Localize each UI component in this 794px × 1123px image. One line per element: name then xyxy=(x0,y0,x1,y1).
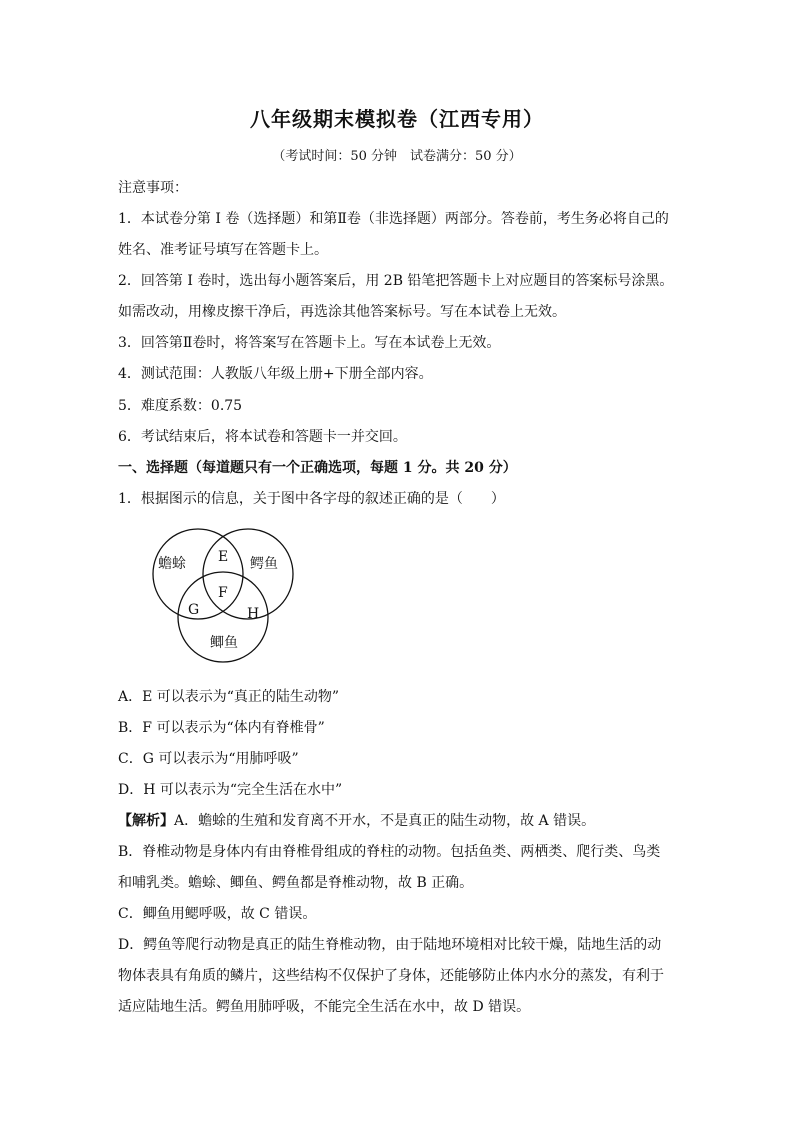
analysis-line: 适应陆地生活。鳄鱼用肺呼吸，不能完全生活在水中，故 D 错误。 xyxy=(118,999,531,1015)
page-title: 八年级期末模拟卷（江西专用） xyxy=(250,107,544,131)
option-c: C．G 可以表示为“用肺呼吸” xyxy=(118,751,299,767)
option-b: B．F 可以表示为“体内有脊椎骨” xyxy=(118,720,325,736)
venn-letter-h: H xyxy=(247,606,260,622)
venn-letter-f: F xyxy=(218,585,228,601)
section-heading: 一、选择题（每道题只有一个正确选项，每题 1 分。共 20 分） xyxy=(118,460,517,476)
analysis-line: D．鳄鱼等爬行动物是真正的陆生脊椎动物，由于陆地环境相对比较干燥，陆地生活的动 xyxy=(118,937,662,953)
venn-label-carp: 鲫鱼 xyxy=(210,635,238,651)
notes-line: 如需改动，用橡皮擦干净后，再选涂其他答案标号。写在本试卷上无效。 xyxy=(118,304,566,320)
question-stem: 1．根据图示的信息，关于图中各字母的叙述正确的是（ ） xyxy=(118,491,505,507)
notes-line: 4．测试范围：人教版八年级上册+下册全部内容。 xyxy=(118,366,433,382)
notes-line: 5．难度系数：0.75 xyxy=(118,398,243,414)
venn-diagram xyxy=(148,525,300,665)
option-a: A．E 可以表示为“真正的陆生动物” xyxy=(118,689,340,705)
analysis-line: B．脊椎动物是身体内有由脊椎骨组成的脊柱的动物。包括鱼类、两栖类、爬行类、鸟类 xyxy=(118,844,661,860)
venn-letter-g: G xyxy=(188,602,200,618)
notes-line: 1．本试卷分第 I 卷（选择题）和第Ⅱ卷（非选择题）两部分。答卷前，考生务必将自己的 xyxy=(118,211,669,227)
analysis-line: 物体表具有角质的鳞片，这些结构不仅保护了身体，还能够防止体内水分的蒸发，有利于 xyxy=(118,968,664,984)
option-d: D．H 可以表示为“完全生活在水中” xyxy=(118,782,343,798)
notes-heading: 注意事项： xyxy=(118,180,188,196)
analysis-tag: 【解析】 xyxy=(118,813,174,829)
notes-line: 2．回答第 I 卷时，选出每小题答案后，用 2B 铅笔把答题卡上对应题目的答案标号涂黑。 xyxy=(118,273,674,289)
venn-label-crocodile: 鳄鱼 xyxy=(250,556,278,572)
venn-label-toad: 蟾蜍 xyxy=(158,556,186,572)
venn-letter-e: E xyxy=(218,549,229,565)
analysis-line: C．鲫鱼用鳃呼吸，故 C 错误。 xyxy=(118,906,317,922)
notes-line: 姓名、准考证号填写在答题卡上。 xyxy=(118,242,328,258)
analysis-first-line xyxy=(118,810,595,830)
analysis-line: A．蟾蜍的生殖和发育离不开水，不是真正的陆生动物，故 A 错误。 xyxy=(174,813,596,829)
notes-line: 3．回答第Ⅱ卷时，将答案写在答题卡上。写在本试卷上无效。 xyxy=(118,335,501,351)
exam-info: （考试时间：50 分钟 试卷满分：50 分） xyxy=(272,149,522,164)
notes-line: 6．考试结束后，将本试卷和答题卡一并交回。 xyxy=(118,429,407,445)
analysis-line: 和哺乳类。蟾蜍、鲫鱼、鳄鱼都是脊椎动物，故 B 正确。 xyxy=(118,875,474,891)
